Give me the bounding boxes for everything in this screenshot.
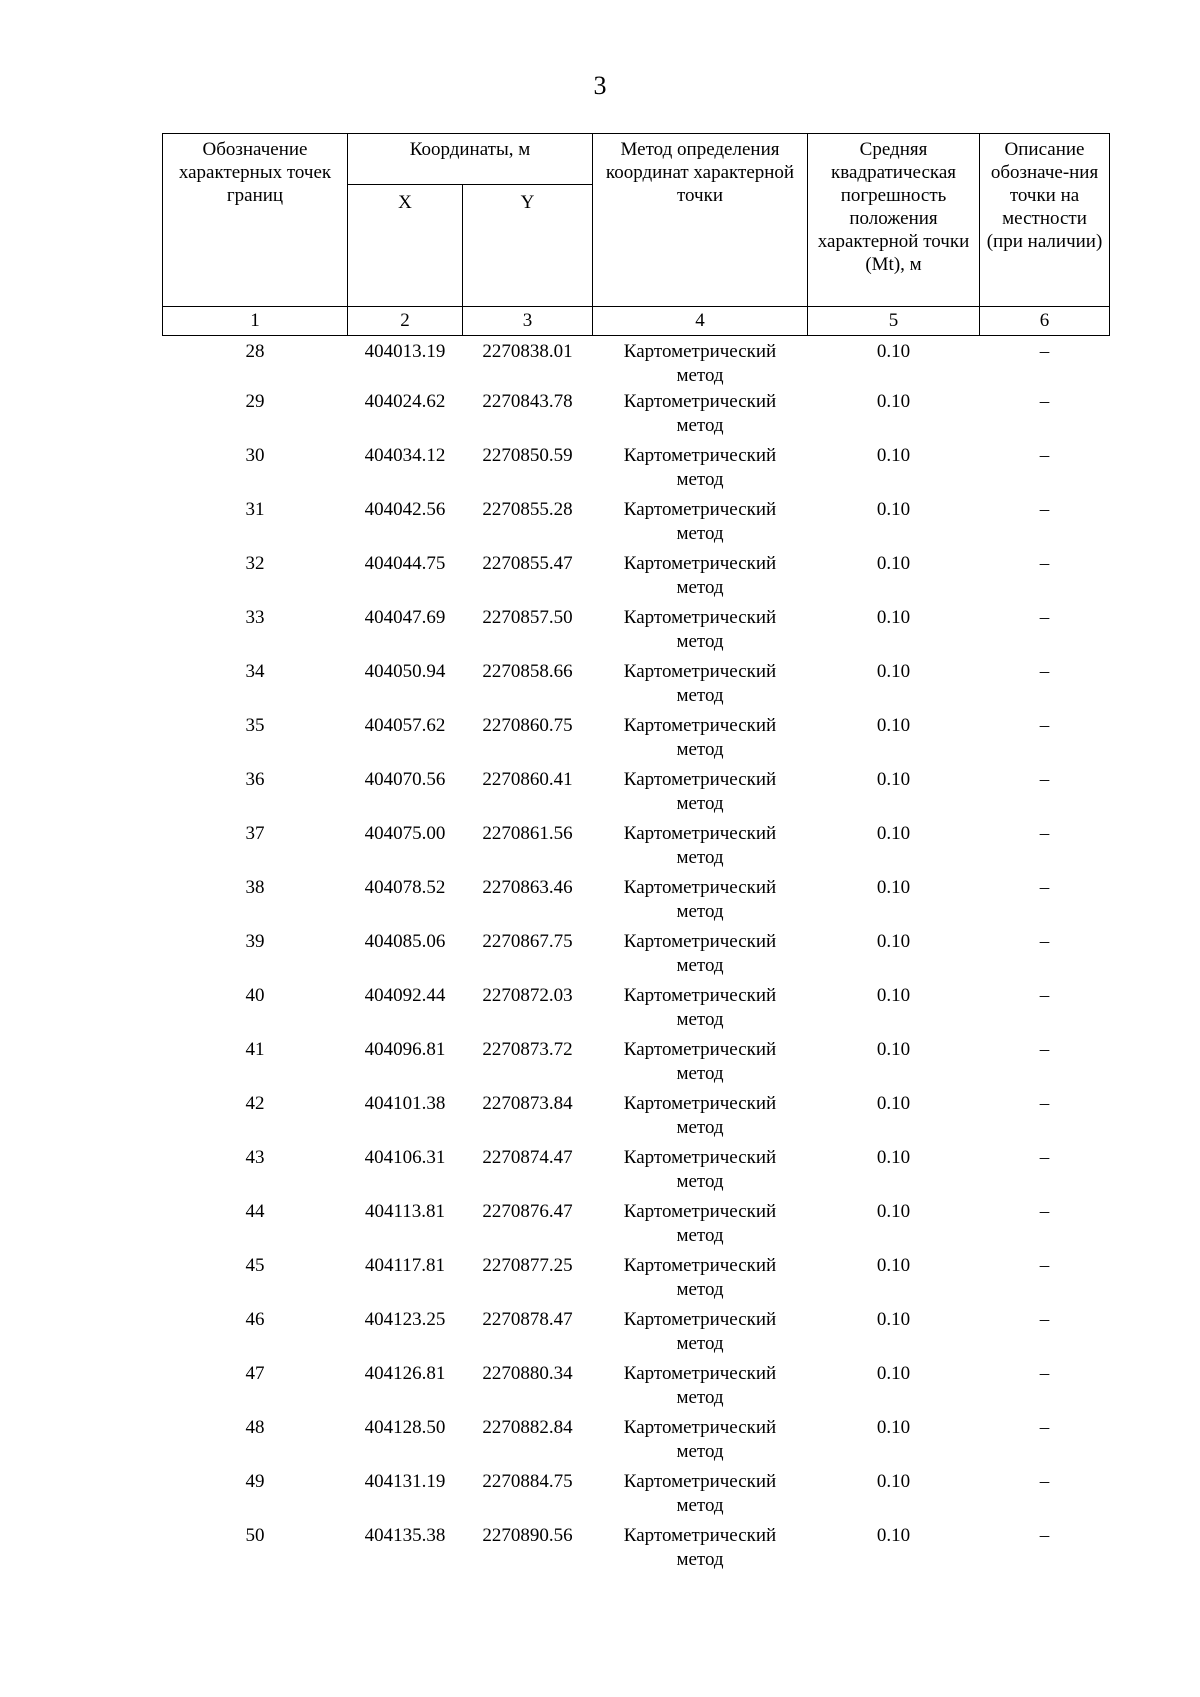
error-cell: 0.10 <box>876 1201 911 1222</box>
header-y: Y <box>463 185 593 307</box>
point-number-cell: 32 <box>245 553 265 574</box>
x-coordinate-cell: 404057.62 <box>364 715 446 736</box>
method-text: Картометрический метод <box>623 553 777 598</box>
point-number-cell: 44 <box>245 1201 265 1222</box>
method-text: Картометрический метод <box>623 607 777 652</box>
table-row <box>163 444 1110 498</box>
table-row <box>163 1470 1110 1524</box>
method-cell <box>593 1362 808 1416</box>
y-coordinate-cell: 2270857.50 <box>482 607 573 628</box>
description-cell: – <box>1039 1147 1050 1168</box>
method-cell <box>593 606 808 660</box>
table-row <box>163 336 1110 391</box>
x-coordinate-cell: 404050.94 <box>364 661 446 682</box>
table-row <box>163 1092 1110 1146</box>
y-coordinate-cell: 2270873.84 <box>482 1093 573 1114</box>
method-text: Картометрический метод <box>623 499 777 544</box>
error-cell: 0.10 <box>876 499 911 520</box>
table-row <box>163 1524 1110 1578</box>
point-number-cell: 47 <box>245 1363 265 1384</box>
x-coordinate-cell: 404096.81 <box>364 1039 446 1060</box>
method-text: Картометрический метод <box>623 1147 777 1192</box>
x-coordinate-cell: 404078.52 <box>364 877 446 898</box>
description-cell: – <box>1039 823 1050 844</box>
table-row <box>163 498 1110 552</box>
error-cell: 0.10 <box>876 769 911 790</box>
y-coordinate-cell: 2270877.25 <box>482 1255 573 1276</box>
point-number-cell: 35 <box>245 715 265 736</box>
x-coordinate-cell: 404123.25 <box>364 1309 446 1330</box>
column-number: 2 <box>348 307 463 336</box>
point-number-cell: 43 <box>245 1147 265 1168</box>
error-cell: 0.10 <box>876 715 911 736</box>
method-text: Картометрический метод <box>623 1525 777 1570</box>
coordinates-table <box>162 133 1110 1578</box>
error-cell: 0.10 <box>876 1525 911 1546</box>
point-number-cell: 38 <box>245 877 265 898</box>
x-coordinate-cell: 404085.06 <box>364 931 446 952</box>
method-cell <box>593 552 808 606</box>
table-row <box>163 1308 1110 1362</box>
column-number: 6 <box>980 307 1110 336</box>
method-text: Картометрический метод <box>623 661 777 706</box>
y-coordinate-cell: 2270878.47 <box>482 1309 573 1330</box>
y-coordinate-cell: 2270858.66 <box>482 661 573 682</box>
description-cell: – <box>1039 607 1050 628</box>
point-number-cell: 37 <box>245 823 265 844</box>
description-cell: – <box>1039 1417 1050 1438</box>
y-coordinate-cell: 2270880.34 <box>482 1363 573 1384</box>
table-row <box>163 984 1110 1038</box>
error-cell: 0.10 <box>876 1363 911 1384</box>
x-coordinate-cell: 404135.38 <box>364 1525 446 1546</box>
x-coordinate-cell: 404126.81 <box>364 1363 446 1384</box>
point-number-cell: 29 <box>245 391 265 412</box>
description-cell: – <box>1039 1309 1050 1330</box>
y-coordinate-cell: 2270890.56 <box>482 1525 573 1546</box>
y-coordinate-cell: 2270850.59 <box>482 445 573 466</box>
header-point-designation: Обозначение характерных точек границ <box>163 134 348 307</box>
method-cell <box>593 822 808 876</box>
method-cell <box>593 930 808 984</box>
header-mean-square-error: Средняя квадратическая погрешность положения характерной точки (Mt), м <box>808 134 980 307</box>
column-number: 4 <box>593 307 808 336</box>
y-coordinate-cell: 2270855.47 <box>482 553 573 574</box>
point-number-cell: 50 <box>245 1525 265 1546</box>
method-text: Картометрический метод <box>623 1201 777 1246</box>
table-row <box>163 822 1110 876</box>
y-coordinate-cell: 2270882.84 <box>482 1417 573 1438</box>
error-cell: 0.10 <box>876 1417 911 1438</box>
point-number-cell: 42 <box>245 1093 265 1114</box>
method-text: Картометрический метод <box>623 1471 777 1516</box>
y-coordinate-cell: 2270855.28 <box>482 499 573 520</box>
y-coordinate-cell: 2270874.47 <box>482 1147 573 1168</box>
error-cell: 0.10 <box>876 445 911 466</box>
x-coordinate-cell: 404044.75 <box>364 553 446 574</box>
description-cell: – <box>1039 1525 1050 1546</box>
method-text: Картометрический метод <box>623 1039 777 1084</box>
description-cell: – <box>1039 877 1050 898</box>
method-cell <box>593 876 808 930</box>
y-coordinate-cell: 2270861.56 <box>482 823 573 844</box>
x-coordinate-cell: 404101.38 <box>364 1093 446 1114</box>
header-point-description: Описание обозначе-ния точки на местности (при наличии) <box>980 134 1110 307</box>
method-cell <box>593 1524 808 1578</box>
point-number-cell: 28 <box>245 341 265 362</box>
column-number: 5 <box>808 307 980 336</box>
x-coordinate-cell: 404075.00 <box>364 823 446 844</box>
description-cell: – <box>1039 1093 1050 1114</box>
description-cell: – <box>1039 1201 1050 1222</box>
point-number-cell: 31 <box>245 499 265 520</box>
description-cell: – <box>1039 931 1050 952</box>
point-number-cell: 45 <box>245 1255 265 1276</box>
x-coordinate-cell: 404042.56 <box>364 499 446 520</box>
error-cell: 0.10 <box>876 931 911 952</box>
description-cell: – <box>1039 499 1050 520</box>
y-coordinate-cell: 2270863.46 <box>482 877 573 898</box>
method-text: Картометрический метод <box>623 715 777 760</box>
method-text: Картометрический метод <box>623 391 777 436</box>
method-text: Картометрический метод <box>623 1093 777 1138</box>
method-cell <box>593 1254 808 1308</box>
y-coordinate-cell: 2270838.01 <box>482 341 573 362</box>
table-row <box>163 930 1110 984</box>
method-cell <box>593 768 808 822</box>
method-cell <box>593 336 808 391</box>
column-number: 1 <box>163 307 348 336</box>
header-x: X <box>348 185 463 307</box>
x-coordinate-cell: 404070.56 <box>364 769 446 790</box>
method-text: Картометрический метод <box>623 1363 777 1408</box>
table-row <box>163 606 1110 660</box>
y-coordinate-cell: 2270873.72 <box>482 1039 573 1060</box>
method-text: Картометрический метод <box>623 341 777 386</box>
y-coordinate-cell: 2270876.47 <box>482 1201 573 1222</box>
description-cell: – <box>1039 445 1050 466</box>
header-method: Метод определения координат характерной точки <box>593 134 808 307</box>
method-text: Картометрический метод <box>623 931 777 976</box>
table-row <box>163 1362 1110 1416</box>
x-coordinate-cell: 404092.44 <box>364 985 446 1006</box>
method-cell <box>593 1200 808 1254</box>
point-number-cell: 46 <box>245 1309 265 1330</box>
point-number-cell: 30 <box>245 445 265 466</box>
error-cell: 0.10 <box>876 877 911 898</box>
point-number-cell: 40 <box>245 985 265 1006</box>
error-cell: 0.10 <box>876 985 911 1006</box>
method-cell <box>593 1308 808 1362</box>
description-cell: – <box>1039 715 1050 736</box>
error-cell: 0.10 <box>876 1147 911 1168</box>
method-cell <box>593 984 808 1038</box>
error-cell: 0.10 <box>876 607 911 628</box>
method-cell <box>593 1092 808 1146</box>
table-row <box>163 876 1110 930</box>
x-coordinate-cell: 404024.62 <box>364 391 446 412</box>
point-number-cell: 48 <box>245 1417 265 1438</box>
description-cell: – <box>1039 1471 1050 1492</box>
method-text: Картометрический метод <box>623 1309 777 1354</box>
description-cell: – <box>1039 341 1050 362</box>
point-number-cell: 49 <box>245 1471 265 1492</box>
method-text: Картометрический метод <box>623 985 777 1030</box>
method-cell <box>593 1416 808 1470</box>
point-number-cell: 33 <box>245 607 265 628</box>
method-cell <box>593 1038 808 1092</box>
table-row <box>163 1146 1110 1200</box>
error-cell: 0.10 <box>876 1309 911 1330</box>
table-row <box>163 714 1110 768</box>
x-coordinate-cell: 404113.81 <box>364 1201 446 1222</box>
error-cell: 0.10 <box>876 553 911 574</box>
point-number-cell: 36 <box>245 769 265 790</box>
x-coordinate-cell: 404131.19 <box>364 1471 446 1492</box>
x-coordinate-cell: 404013.19 <box>364 341 446 362</box>
y-coordinate-cell: 2270860.41 <box>482 769 573 790</box>
description-cell: – <box>1039 769 1050 790</box>
column-number: 3 <box>463 307 593 336</box>
method-cell <box>593 1470 808 1524</box>
error-cell: 0.10 <box>876 391 911 412</box>
table-row <box>163 1038 1110 1092</box>
description-cell: – <box>1039 985 1050 1006</box>
x-coordinate-cell: 404047.69 <box>364 607 446 628</box>
table-row <box>163 390 1110 444</box>
table-row <box>163 768 1110 822</box>
table-body <box>163 336 1110 1579</box>
table-row <box>163 660 1110 714</box>
error-cell: 0.10 <box>876 1471 911 1492</box>
y-coordinate-cell: 2270872.03 <box>482 985 573 1006</box>
point-number-cell: 34 <box>245 661 265 682</box>
point-number-cell: 39 <box>245 931 265 952</box>
error-cell: 0.10 <box>876 341 911 362</box>
description-cell: – <box>1039 661 1050 682</box>
method-text: Картометрический метод <box>623 877 777 922</box>
table-row <box>163 1416 1110 1470</box>
method-cell <box>593 498 808 552</box>
x-coordinate-cell: 404128.50 <box>364 1417 446 1438</box>
description-cell: – <box>1039 1255 1050 1276</box>
error-cell: 0.10 <box>876 1093 911 1114</box>
description-cell: – <box>1039 1039 1050 1060</box>
point-number-cell: 41 <box>245 1039 265 1060</box>
method-cell <box>593 660 808 714</box>
column-numbers-row <box>163 307 1110 336</box>
method-cell <box>593 1146 808 1200</box>
x-coordinate-cell: 404034.12 <box>364 445 446 466</box>
method-cell <box>593 390 808 444</box>
method-text: Картометрический метод <box>623 1255 777 1300</box>
header-coordinates: Координаты, м <box>348 134 593 185</box>
description-cell: – <box>1039 553 1050 574</box>
description-cell: – <box>1039 391 1050 412</box>
error-cell: 0.10 <box>876 1039 911 1060</box>
table-row <box>163 552 1110 606</box>
method-cell <box>593 444 808 498</box>
method-cell <box>593 714 808 768</box>
y-coordinate-cell: 2270867.75 <box>482 931 573 952</box>
x-coordinate-cell: 404106.31 <box>364 1147 446 1168</box>
table-row <box>163 1200 1110 1254</box>
method-text: Картометрический метод <box>623 445 777 490</box>
method-text: Картометрический метод <box>623 823 777 868</box>
y-coordinate-cell: 2270860.75 <box>482 715 573 736</box>
y-coordinate-cell: 2270884.75 <box>482 1471 573 1492</box>
method-text: Картометрический метод <box>623 769 777 814</box>
error-cell: 0.10 <box>876 1255 911 1276</box>
table-row <box>163 1254 1110 1308</box>
description-cell: – <box>1039 1363 1050 1384</box>
error-cell: 0.10 <box>876 823 911 844</box>
error-cell: 0.10 <box>876 661 911 682</box>
method-text: Картометрический метод <box>623 1417 777 1462</box>
page-number: 3 <box>593 71 607 100</box>
y-coordinate-cell: 2270843.78 <box>482 391 573 412</box>
x-coordinate-cell: 404117.81 <box>364 1255 446 1276</box>
